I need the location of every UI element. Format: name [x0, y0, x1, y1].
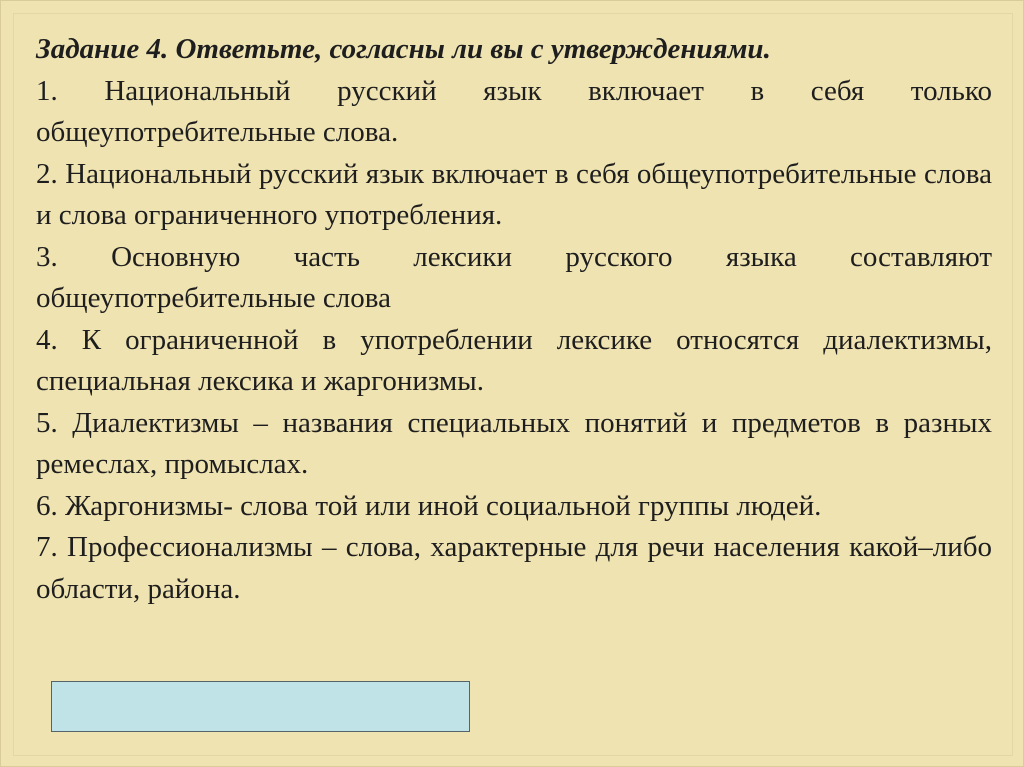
statement-7: 7. Профессионализмы – слова, характерные для речи населения какой–либо области, района. — [36, 531, 992, 605]
statement-5: 5. Диалектизмы – названия специальных понятий и предметов в разных ремеслах, промыслах. — [36, 406, 992, 480]
statement-3: 3. Основную часть лексики русского языка составляют общеупотребительные слова — [36, 240, 992, 314]
statement-4: 4. К ограниченной в употреблении лексике относятся диалектизмы, специальная лексика и жаргонизмы. — [36, 323, 992, 397]
statement-2: 2. Национальный русский язык включает в себя общеупотребительные слова и слова ограниченного употребления. — [36, 157, 992, 231]
answer-box[interactable] — [51, 681, 470, 732]
slide-content — [36, 29, 992, 610]
task-title: Задание 4. Ответьте, согласны ли вы с утверждениями. — [36, 33, 771, 65]
statement-1: 1. Национальный русский язык включает в себя только общеупотребительные слова. — [36, 74, 992, 148]
statement-6: 6. Жаргонизмы- слова той или иной социальной группы людей. — [36, 489, 822, 522]
